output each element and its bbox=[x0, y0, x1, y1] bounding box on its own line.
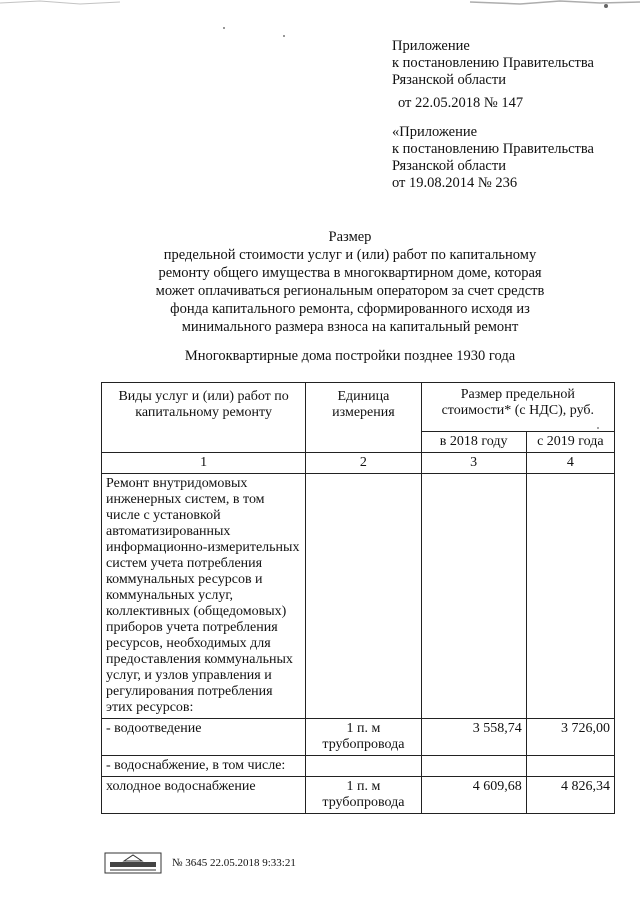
row-value-2018 bbox=[421, 756, 526, 777]
title-heading: Размер bbox=[328, 229, 372, 245]
annex-current-line2: к постановлению Правительства bbox=[392, 55, 594, 71]
table-row bbox=[102, 777, 615, 814]
row-value-2019: 3 726,00 bbox=[526, 719, 614, 756]
row-name: холодное водоснабжение bbox=[102, 777, 306, 814]
annex-original-line2: к постановлению Правительства bbox=[392, 141, 594, 157]
annex-original-line1: «Приложение bbox=[392, 124, 478, 140]
title-line: может оплачиваться региональным оператором за счет средств bbox=[155, 283, 545, 299]
document-registration-number: № 3645 22.05.2018 9:33:21 bbox=[172, 857, 296, 869]
column-number: 1 bbox=[102, 453, 306, 474]
row-value-2018: 3 558,74 bbox=[421, 719, 526, 756]
row-value-2019 bbox=[526, 474, 614, 719]
title-line: минимального размера взноса на капитальный ремонт bbox=[181, 319, 519, 335]
header-year-2019: с 2019 года bbox=[526, 432, 614, 453]
column-number: 2 bbox=[306, 453, 421, 474]
row-value-2019: 4 826,34 bbox=[526, 777, 614, 814]
row-name: - водоснабжение, в том числе: bbox=[102, 756, 306, 777]
table-row bbox=[102, 474, 615, 719]
title-line: предельной стоимости услуг и (или) работ по капитальному bbox=[163, 247, 537, 263]
column-number: 4 bbox=[526, 453, 614, 474]
header-year-2018: в 2018 году bbox=[421, 432, 526, 453]
title-line: ремонту общего имущества в многоквартирном доме, которая bbox=[158, 265, 542, 281]
annex-original-date: от 19.08.2014 № 236 bbox=[392, 175, 518, 191]
row-name: - водоотведение bbox=[102, 719, 306, 756]
row-name: Ремонт внутридомовых инженерных систем, в том числе с установкой автоматизированных информационно-измерительных систем учета потребления коммунальных ресурсов и коммунальных услуг, коллективных (общедомовых) приборов учета потребления ресурсов, необходимых для предоставления коммунальных услуг, и узлов управления и регулирования потребления этих ресурсов: bbox=[102, 474, 306, 719]
annex-original bbox=[392, 124, 594, 192]
table-header-row bbox=[102, 383, 615, 432]
document-subtitle: Многоквартирные дома постройки позднее 1930 года bbox=[184, 348, 516, 364]
registry-stamp-icon bbox=[104, 852, 162, 874]
annex-current bbox=[392, 38, 594, 112]
row-unit: 1 п. м трубопровода bbox=[306, 777, 421, 814]
table-row bbox=[102, 719, 615, 756]
row-value-2018: 4 609,68 bbox=[421, 777, 526, 814]
annex-current-line3: Рязанской области bbox=[392, 72, 506, 88]
cost-table bbox=[101, 382, 615, 814]
row-value-2018 bbox=[421, 474, 526, 719]
header-services: Виды услуг и (или) работ по капитальному ремонту bbox=[102, 383, 306, 453]
title-line: фонда капитального ремонта, сформированного исходя из bbox=[170, 301, 530, 317]
row-unit bbox=[306, 474, 421, 719]
registration-footer bbox=[104, 852, 296, 874]
column-number: 3 bbox=[421, 453, 526, 474]
column-number-row bbox=[102, 453, 615, 474]
document-title bbox=[130, 228, 570, 336]
header-max-cost: Размер предельной стоимости* (с НДС), руб. bbox=[421, 383, 614, 432]
annex-original-line3: Рязанской области bbox=[392, 158, 506, 174]
annex-current-line1: Приложение bbox=[392, 38, 470, 54]
header-unit: Единица измерения bbox=[306, 383, 421, 453]
row-unit: 1 п. м трубопровода bbox=[306, 719, 421, 756]
row-value-2019 bbox=[526, 756, 614, 777]
table-row bbox=[102, 756, 615, 777]
row-unit bbox=[306, 756, 421, 777]
annex-current-date: от 22.05.2018 № 147 bbox=[398, 95, 524, 111]
